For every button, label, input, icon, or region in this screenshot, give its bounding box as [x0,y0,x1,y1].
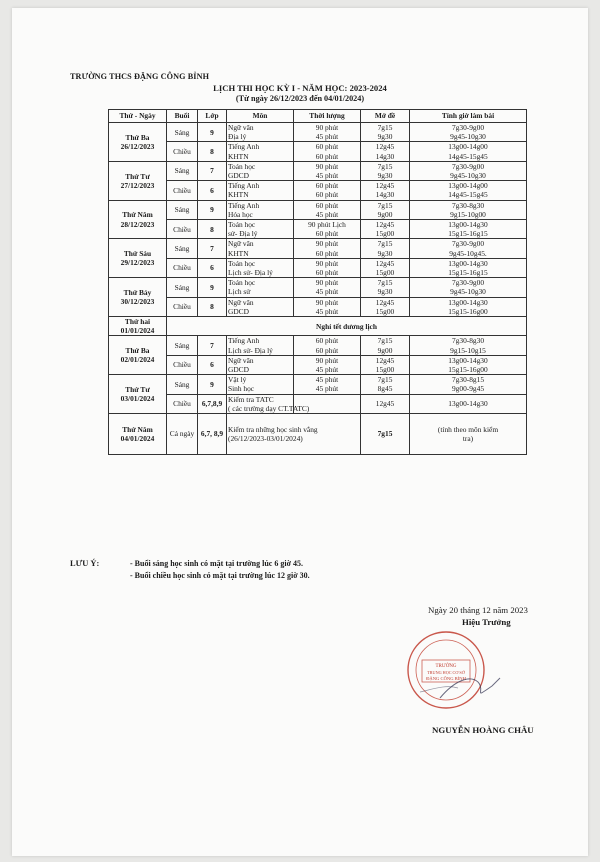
table-row [109,123,527,142]
grade-cell: 7 [198,161,227,180]
time-cell [410,220,527,239]
cell-line: 15g00 [375,229,395,239]
open-cell [361,258,410,277]
holiday-row [109,317,527,336]
cell-line: Ngữ văn [228,123,254,132]
open-cell [361,123,410,142]
open-cell [361,161,410,180]
cell-line: 13g00-14g30 [448,297,488,307]
cell-line: 90 phút [315,239,339,249]
duration-cell [294,278,361,297]
subject-cell [227,123,294,142]
cell-line: 7g30-8g30 [451,336,485,346]
cell-line: 28/12/2023 [120,219,155,229]
subject-cell [227,181,294,200]
cell-line: Vật lý [228,375,247,385]
cell-line: 45 phút [315,287,339,297]
cell-line: 7g15 [377,239,393,249]
school-name: TRƯỜNG THCS ĐẶNG CÔNG BỈNH [70,72,210,81]
header-grade: Lớp [198,110,227,123]
cell-line: Thứ Năm [122,210,153,220]
school-seal-icon [400,620,500,720]
grade-cell: 9 [198,123,227,142]
grade-cell: 8 [198,220,227,239]
session-cell: Chiều [167,258,198,277]
cell-line: 45 phút [315,375,339,385]
time-cell [410,414,527,455]
time-cell [410,200,527,219]
cell-line: 30/12/2023 [120,297,155,307]
cell-line: 15g00 [375,365,395,375]
cell-line: Địa lý [228,132,247,142]
day-cell [109,123,167,162]
session-cell: Chiều [167,394,198,413]
cell-line: Sinh học [228,384,255,394]
cell-line: Thứ Năm [122,424,153,434]
duration-cell [294,220,361,239]
cell-line: Lịch sử [228,287,251,297]
cell-line: (26/12/2023-03/01/2024) [228,434,303,444]
cell-line: 60 phút [315,229,339,239]
table-row [109,200,527,219]
cell-line: 14g45-15g45 [448,190,488,200]
table-row [109,355,527,374]
cell-line: 90 phút [315,161,339,171]
header-day: Thứ - Ngày [109,110,167,123]
cell-line: 7g30-9g00 [451,161,485,171]
subject-cell [227,239,294,258]
cell-line: 14g45-15g45 [448,151,488,161]
cell-line: 9g45-10g30 [450,171,486,181]
cell-line: 12g45 [375,142,395,152]
cell-line: 8g45 [377,384,393,394]
cell-line: Ngữ văn [228,297,254,307]
open-cell [361,355,410,374]
cell-line: 15g15-16g00 [448,365,488,375]
time-cell [410,161,527,180]
duration-cell [294,142,361,161]
session-cell: Cả ngày [167,414,198,455]
signature-date: Ngày 20 tháng 12 năm 2023 [428,605,528,615]
cell-line: 12g45 [375,258,395,268]
cell-line: sử- Địa lý [228,229,258,239]
table-row [109,278,527,297]
cell-line: 13g00-14g30 [448,258,488,268]
cell-line: (tính theo môn kiểm [437,424,499,434]
cell-line: 7g15 [377,200,393,210]
note-item: - Buổi chiều học sinh có mặt tại trường lúc 12 giờ 30. [130,571,310,580]
cell-line: Toán học [228,161,256,171]
cell-line: Thứ hai [124,317,151,327]
day-cell [109,278,167,317]
subject-cell [227,142,294,161]
document-page [12,8,588,856]
cell-line: 01/01/2024 [120,326,155,336]
cell-line: 12g45 [375,355,395,365]
time-cell [410,278,527,297]
table-row [109,220,527,239]
cell-line: 15g00 [375,306,395,316]
cell-line: 7g30-9g00 [451,278,485,288]
cell-line: 45 phút [315,171,339,181]
cell-line: 13g00-14g30 [448,399,488,409]
cell-line: KHTN [228,248,249,258]
cell-line: 90 phút [315,278,339,288]
session-cell: Chiều [167,355,198,374]
cell-line: 9g00 [377,209,393,219]
cell-line: 9g45-10g45. [449,248,487,258]
subject-cell [227,220,294,239]
cell-line: 60 phút [315,345,339,355]
cell-line: Thứ Tư [125,171,150,181]
cell-line: 9g15-10g00 [450,209,486,219]
open-cell [361,394,410,413]
cell-line: 13g00-14g00 [448,142,488,152]
cell-line: 7g15 [377,375,393,385]
duration-cell [294,336,361,355]
grade-cell: 9 [198,375,227,394]
subject-cell [227,297,294,316]
time-cell [410,355,527,374]
duration-cell [294,239,361,258]
cell-line: 9g45-10g30 [450,132,486,142]
cell-line: Ngữ văn [228,355,254,365]
cell-line: 04/01/2024 [120,434,155,444]
duration-cell [294,355,361,374]
cell-line: 13g00-14g30 [448,220,488,230]
duration-cell [294,161,361,180]
day-cell [109,414,167,455]
cell-line: 60 phút [315,151,339,161]
cell-line: 15g15-16g00 [448,306,488,316]
open-cell [361,239,410,258]
duration-cell [294,258,361,277]
cell-line: Lịch sử- Địa lý [228,345,273,355]
cell-line: KHTN [228,151,249,161]
cell-line: ( các trường dạy CT.TATC) [228,403,310,413]
cell-line: 9g30 [377,171,393,181]
cell-line: 60 phút [315,190,339,200]
cell-line: Tiếng Anh [228,200,260,210]
subject-cell [227,161,294,180]
subject-cell [227,258,294,277]
cell-line: 45 phút [315,209,339,219]
header-session: Buổi [167,110,198,123]
cell-line: 7g30-8g30 [451,200,485,210]
cell-line: 13g00-14g30 [448,355,488,365]
cell-line: 90 phút [315,258,339,268]
open-cell [361,375,410,394]
svg-text:TRUNG HỌC CƠ SỞ: TRUNG HỌC CƠ SỞ [427,670,465,675]
session-cell: Chiều [167,181,198,200]
duration-cell [294,123,361,142]
table-row [109,336,527,355]
time-cell [410,375,527,394]
cell-line: Kiểm tra những học sinh vắng [228,424,318,434]
header-subject: Môn [227,110,294,123]
cell-line: 60 phút [315,248,339,258]
cell-line: 12g45 [375,181,395,191]
table-header-row [109,110,527,123]
grade-cell: 9 [198,200,227,219]
svg-text:ĐẶNG CÔNG BỈNH: ĐẶNG CÔNG BỈNH [426,676,466,681]
cell-line: 03/01/2024 [120,394,155,404]
time-cell [410,181,527,200]
time-cell [410,336,527,355]
grade-cell: 8 [198,297,227,316]
cell-line: GDCD [228,171,249,181]
cell-line: 90 phút [315,355,339,365]
grade-cell: 6 [198,355,227,374]
cell-line: GDCD [228,365,249,375]
cell-line: Lịch sử- Địa lý [228,268,273,278]
cell-line: 7g15 [377,336,393,346]
cell-line: Toán học [228,278,256,288]
table-row [109,297,527,316]
holiday-note: Nghỉ tết dương lịch [167,317,527,336]
cell-line: 7g15 [377,278,393,288]
grade-cell: 7 [198,336,227,355]
cell-line: tra) [462,434,474,444]
table-row [109,394,527,413]
session-cell: Sáng [167,123,198,142]
time-cell [410,239,527,258]
session-cell: Chiều [167,297,198,316]
cell-line: GDCD [228,306,249,316]
cell-line: 02/01/2024 [120,355,155,365]
cell-line: Thứ Bảy [123,287,152,297]
session-cell: Sáng [167,278,198,297]
cell-line: Kiểm tra TATC [228,394,274,404]
cell-line: 7g15 [377,123,393,132]
cell-line: Tiếng Anh [228,142,260,152]
table-row [109,258,527,277]
table-row [109,181,527,200]
cell-line: 9g30 [377,248,393,258]
cell-line: 14g30 [375,151,395,161]
exam-schedule-table [108,109,527,455]
open-cell [361,220,410,239]
cell-line: 27/12/2023 [120,180,155,190]
session-cell: Sáng [167,336,198,355]
document-title: LỊCH THI HỌC KỲ I - NĂM HỌC: 2023-2024 [213,83,387,93]
note-label: LƯU Ý: [70,559,100,568]
subject-cell [227,278,294,297]
cell-line: 90 phút [315,297,339,307]
cell-line: 9g30 [377,132,393,142]
day-cell [109,239,167,278]
day-cell [109,336,167,375]
table-row [109,142,527,161]
session-cell: Sáng [167,239,198,258]
cell-line: 14g30 [375,190,395,200]
grade-cell: 6,7,8,9 [198,394,227,413]
cell-line: 45 phút [315,132,339,142]
grade-cell: 9 [198,278,227,297]
day-cell [109,161,167,200]
cell-line: 29/12/2023 [120,258,155,268]
day-cell [109,200,167,239]
open-cell [361,200,410,219]
cell-line: 9g30 [377,287,393,297]
table-row [109,375,527,394]
subject-cell [227,200,294,219]
cell-line: 9g15-10g15 [450,345,486,355]
cell-line: 9g00-9g45 [451,384,485,394]
session-cell: Sáng [167,200,198,219]
cell-line: 12g45 [375,399,395,409]
open-cell: 7g15 [361,414,410,455]
subject-cell [227,375,294,394]
cell-line: Thứ Ba [125,346,150,356]
cell-line: 13g00-14g00 [448,181,488,191]
header-duration: Thời lượng [294,110,361,123]
table-row [109,414,527,455]
cell-line: 12g45 [375,220,395,230]
session-cell: Chiều [167,142,198,161]
cell-line: 26/12/2023 [120,141,155,151]
cell-line: 9g45-10g30 [450,287,486,297]
principal-name: NGUYỄN HOÀNG CHÂU [432,725,534,735]
day-cell [109,375,167,414]
duration-cell [294,181,361,200]
time-cell [410,258,527,277]
header-open: Mở đề [361,110,410,123]
cell-line: Thứ Tư [125,384,150,394]
grade-cell: 8 [198,142,227,161]
subject-cell [227,394,310,413]
cell-line: 90 phút [315,123,339,132]
session-cell: Sáng [167,161,198,180]
session-cell: Chiều [167,220,198,239]
cell-line: 12g45 [375,297,395,307]
time-cell [410,142,527,161]
grade-cell: 6,7, 8,9 [198,414,227,455]
cell-line: KHTN [228,190,249,200]
table-row [109,161,527,180]
cell-line: Ngữ văn [228,239,254,249]
cell-line: 60 phút [315,336,339,346]
time-cell [410,394,527,413]
duration-cell [294,375,361,394]
cell-line: 15g15-16g15 [448,229,488,239]
svg-text:TRƯỜNG: TRƯỜNG [435,664,457,669]
cell-line: Toán học [228,258,256,268]
grade-cell: 6 [198,258,227,277]
grade-cell: 6 [198,181,227,200]
cell-line: 45 phút [315,365,339,375]
cell-line: Thứ Sáu [123,249,152,259]
cell-line: 60 phút [315,142,339,152]
duration-cell [294,200,361,219]
table-body [109,123,527,455]
open-cell [361,297,410,316]
cell-line: Toán học [228,220,256,230]
cell-line: 60 phút [315,268,339,278]
open-cell [361,142,410,161]
cell-line: 7g30-9g00 [451,123,485,132]
note-item: - Buổi sáng học sinh có mặt tại trường lúc 6 giờ 45. [130,559,304,568]
cell-line: 15g00 [375,268,395,278]
cell-line: Tiếng Anh [228,336,260,346]
day-cell [109,317,167,336]
cell-line: 45 phút [315,384,339,394]
cell-line: Tiếng Anh [228,181,260,191]
subject-cell [227,414,361,455]
cell-line: 7g30-8g15 [451,375,485,385]
cell-line: Thứ Ba [125,132,150,142]
subject-cell [227,355,294,374]
session-cell: Sáng [167,375,198,394]
cell-line: 60 phút [315,200,339,210]
cell-line: Hóa học [228,209,253,219]
open-cell [361,336,410,355]
table-row [109,239,527,258]
signature-role: Hiệu Trưởng [462,617,511,627]
duration-cell [294,297,361,316]
header-time: Tính giờ làm bài [410,110,527,123]
cell-line: 7g15 [377,161,393,171]
time-cell [410,297,527,316]
cell-line: 9g00 [377,345,393,355]
cell-line: 90 phút Lịch [308,220,346,230]
subject-cell [227,336,294,355]
cell-line: 15g15-16g15 [448,268,488,278]
cell-line: 7g30-9g00 [451,239,485,249]
cell-line: 60 phút [315,181,339,191]
document-subtitle: (Từ ngày 26/12/2023 đến 04/01/2024) [235,94,365,103]
open-cell [361,278,410,297]
open-cell [361,181,410,200]
cell-line: 45 phút [315,306,339,316]
grade-cell: 7 [198,239,227,258]
time-cell [410,123,527,142]
